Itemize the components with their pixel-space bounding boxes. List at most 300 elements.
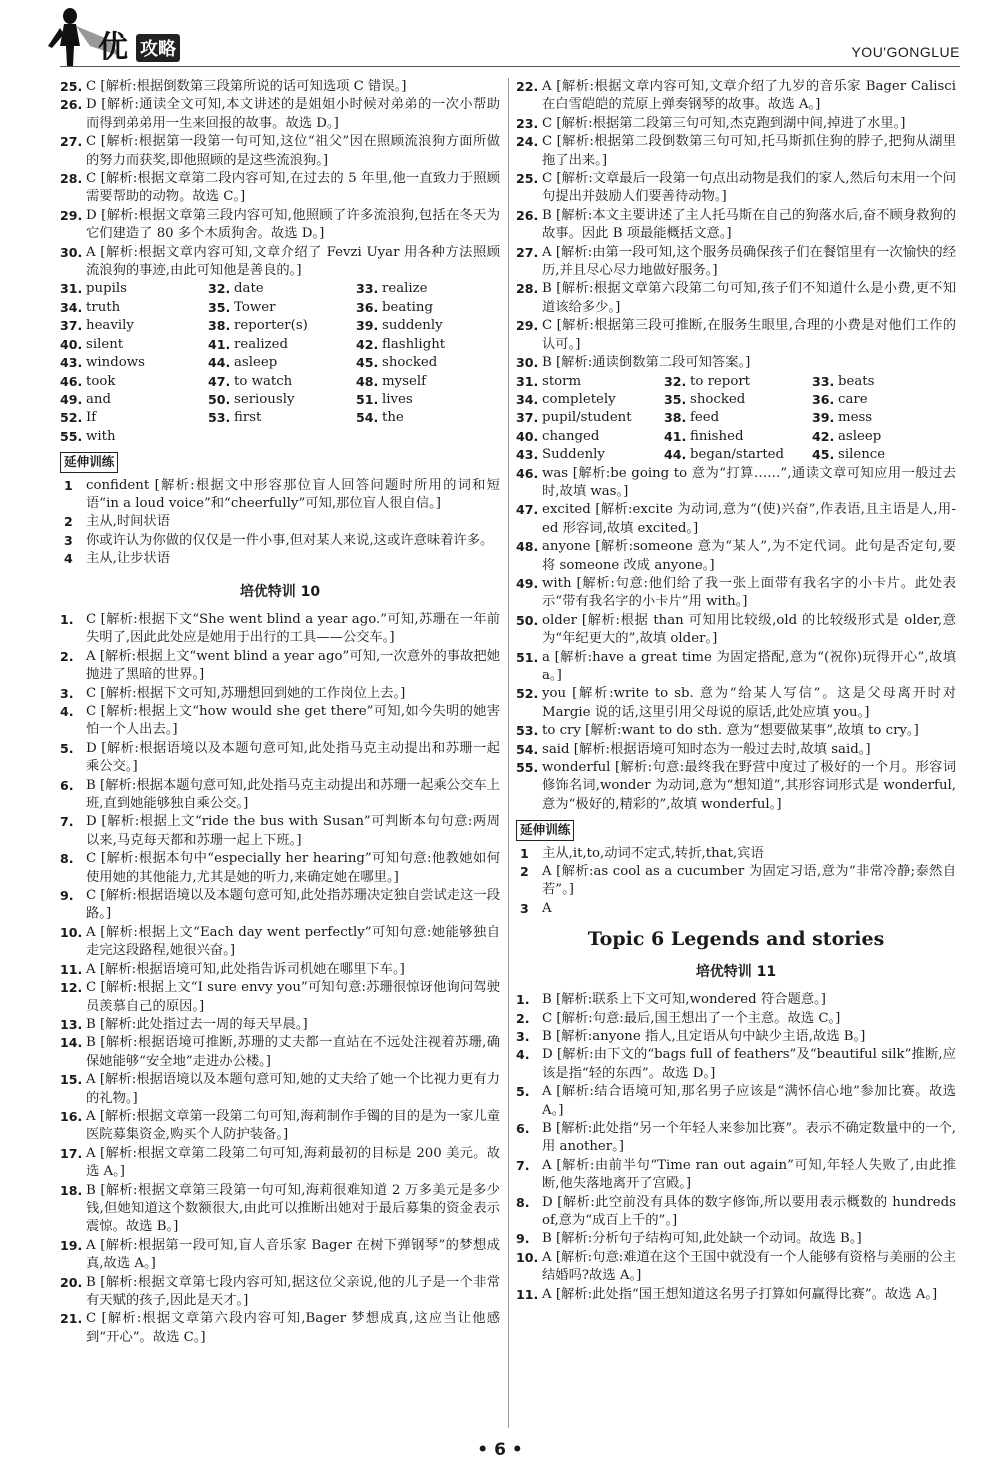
- item-number: 44.: [664, 447, 687, 463]
- item-number: 55.: [516, 760, 539, 776]
- answer-item: [60, 207, 500, 244]
- item-number: 31.: [60, 281, 83, 297]
- right-column: [516, 78, 956, 1304]
- item-text: and: [86, 391, 112, 407]
- fill-answer: [356, 336, 496, 354]
- fill-answer: [356, 354, 496, 372]
- answer-item: [60, 887, 500, 924]
- answer-item: [516, 1010, 956, 1028]
- item-text: flashlight: [382, 336, 446, 352]
- item-number: 46.: [516, 465, 539, 481]
- item-text: pupil/student: [542, 410, 632, 426]
- item-text: B [解析:根据本题句意可知,此处指马克主动提出和苏珊一起乘公交车上班,直到她能够独自乘公交。]: [86, 777, 500, 812]
- answer-item: [60, 96, 500, 133]
- item-text: realized: [234, 336, 289, 352]
- item-text: C [解析:根据本句中“especially her hearing”可知句意:他教她如何使用她的其他能力,尤其是她的听力,来确定她在哪里。]: [86, 851, 500, 885]
- left-fill-grid: [60, 280, 500, 446]
- item-text: windows: [86, 355, 145, 371]
- item-text: to report: [690, 373, 751, 389]
- item-text: C [解析:根据第二段倒数第三句可知,托马斯抓住狗的脖子,把狗从湖里拖了出来。]: [542, 134, 956, 168]
- right-fill-grid: [516, 373, 956, 465]
- item-text: A [解析:根据文章第二段第二句可知,海莉最初的目标是 200 美元。故选 A。]: [86, 1145, 500, 1180]
- fill-answer: [60, 280, 208, 298]
- item-text: D [解析:通读全文可知,本文讲述的是姐姐小时候对弟弟的一次小帮助而得到弟弟用一生来回报的故事。故选 D。]: [86, 97, 500, 131]
- item-text: anyone [解析:someone 意为“某人”,为不定代词。此句是否定句,要将 someone 改成 anyone。]: [542, 539, 956, 573]
- item-text: said [解析:根据语境可知时态为一般过去时,故填 said。]: [542, 741, 871, 757]
- item-number: 26.: [516, 207, 539, 223]
- item-text: asleep: [234, 355, 278, 371]
- item-text: took: [86, 373, 116, 389]
- item-number: 8.: [60, 851, 74, 867]
- answer-item: [60, 777, 500, 814]
- fill-answer: [208, 336, 356, 354]
- item-number: 9.: [60, 888, 74, 904]
- fill-answer: [60, 391, 208, 409]
- extension-item: [60, 477, 500, 514]
- item-text: C [解析:根据上文“I sure envy you”可知句意:苏珊很惊讶他询问驾驶员羡慕自己的原因。]: [86, 980, 500, 1014]
- item-number: 50.: [516, 612, 539, 628]
- answer-item: [516, 759, 956, 814]
- answer-item: [60, 1237, 500, 1274]
- fill-answer: [356, 299, 496, 317]
- fill-answer: [812, 428, 952, 446]
- item-text: A [解析:根据文章第一段第二句可知,海莉制作手镯的目的是为一家儿童医院募集资金,购买个人防护装备。]: [86, 1108, 500, 1143]
- item-text: first: [234, 410, 262, 426]
- answer-item: [516, 685, 956, 722]
- item-text: B [解析:联系上下文可知,wondered 符合题意。]: [542, 992, 826, 1008]
- topic-title: Topic 6 Legends and stories: [587, 928, 885, 951]
- answer-item: [516, 722, 956, 740]
- fill-answer: [664, 428, 812, 446]
- item-number: 26.: [60, 97, 83, 113]
- item-text: C [解析:文章最后一段第一句点出动物是我们的家人,然后句末用一个问句提出并鼓励人们要善待动物。]: [542, 171, 956, 205]
- answer-item: [516, 1046, 956, 1083]
- item-number: 42.: [356, 336, 379, 352]
- item-number: 39.: [356, 318, 379, 334]
- item-number: 11.: [516, 1286, 539, 1302]
- item-number: 10.: [516, 1249, 539, 1265]
- item-text: silent: [86, 336, 124, 352]
- logo-char: 优: [98, 30, 128, 65]
- fill-answer: [356, 373, 496, 391]
- page-number: • 6 •: [477, 1440, 523, 1460]
- item-text: A [解析:根据第一段可知,盲人音乐家 Bager 在树下弹钢琴”的梦想成真,故选 A。]: [86, 1237, 500, 1272]
- item-text: If: [86, 410, 97, 426]
- item-number: 2: [64, 514, 73, 530]
- item-number: 1: [64, 477, 73, 493]
- item-text: A [解析:根据文章内容可知,文章介绍了 Fevzi Uyar 用各种方法照顾流浪狗的事迹,由此可知他是善良的。]: [86, 244, 500, 279]
- item-number: 40.: [60, 336, 83, 352]
- item-text: suddenly: [382, 318, 443, 334]
- item-text: A [解析:结合语境可知,那名男子应该是“满怀信心地”参加比赛。故选 A。]: [542, 1084, 956, 1118]
- answer-item: [516, 1157, 956, 1194]
- item-text: mess: [838, 410, 873, 426]
- item-number: 18.: [60, 1182, 83, 1198]
- fill-answer: [60, 373, 208, 391]
- fill-answer: [812, 373, 952, 391]
- item-text: realize: [382, 281, 428, 297]
- item-number: 2.: [516, 1010, 530, 1026]
- item-number: 6.: [516, 1120, 530, 1136]
- item-number: 37.: [60, 318, 83, 334]
- answer-item: [60, 1071, 500, 1108]
- item-text: D [解析:根据上文“ride the bus with Susan”可判断本句句意:两周以来,马克每天都和苏珊一起上下班。]: [86, 814, 500, 848]
- answer-item: [60, 924, 500, 961]
- item-number: 43.: [516, 447, 539, 463]
- item-text: C [解析:根据第一段第一句可知,这位“祖父”因在照顾流浪狗方面所做的努力而获奖,即他照顾的是这些流浪狗。]: [86, 134, 500, 168]
- item-number: 29.: [60, 207, 83, 223]
- item-text: wonderful [解析:句意:最终我在野营中度过了极好的一个月。形容词修饰名词,wonder 为动词,意为“想知道”,其形容词形式是 wonderful,意为“极好的,精彩的”,故填 wonderful。]: [542, 760, 956, 812]
- item-number: 54.: [356, 410, 379, 426]
- item-number: 2.: [60, 648, 74, 664]
- item-text: with: [86, 428, 116, 444]
- item-number: 49.: [60, 391, 83, 407]
- item-number: 34.: [60, 299, 83, 315]
- item-text: A [解析:句意:难道在这个王国中就没有一个人能够有资格与美丽的公主结婚吗?故选 A。]: [542, 1249, 956, 1284]
- answer-item: [60, 850, 500, 887]
- item-number: 55.: [60, 428, 83, 444]
- item-number: 4.: [60, 704, 74, 719]
- item-text: B [解析:根据文章第七段内容可知,据这位父亲说,他的儿子是一个非常有天赋的孩子,因此是天才。]: [86, 1274, 500, 1308]
- item-text: with [解析:句意:他们给了我一张上面带有我名字的小卡片。此处表示“带有我名字的小卡片”用 with。]: [542, 575, 956, 610]
- item-text: seriously: [234, 391, 295, 407]
- item-number: 3: [64, 532, 73, 548]
- item-number: 27.: [60, 134, 83, 150]
- answer-item: [60, 244, 500, 281]
- item-number: 5.: [516, 1084, 530, 1100]
- item-text: A [解析:as cool as a cucumber 为固定习语,意为“非常冷静;泰然自若”。]: [542, 864, 956, 898]
- item-text: D [解析:由下文的“bags full of feathers”及“beautiful silk”推断,应该是指“轻的东西”。故选 D。]: [542, 1047, 956, 1081]
- extension-item: [516, 845, 956, 863]
- item-number: 41.: [664, 428, 687, 444]
- item-number: 44.: [208, 355, 231, 371]
- item-text: completely: [542, 391, 616, 407]
- item-number: 52.: [60, 410, 83, 426]
- item-text: Tower: [234, 299, 276, 315]
- item-number: 35.: [208, 299, 231, 315]
- item-number: 38.: [208, 318, 231, 334]
- item-text: B [解析:根据文章第六段第二句可知,孩子们不知道什么是小费,更不知道该给多少。]: [542, 281, 956, 315]
- answer-item: [60, 170, 500, 207]
- item-text: A [解析:根据语境可知,此处指告诉司机她在哪里下车。]: [86, 961, 405, 977]
- fill-answer: [516, 373, 664, 391]
- item-number: 50.: [208, 391, 231, 407]
- item-text: storm: [542, 373, 582, 389]
- item-number: 25.: [60, 79, 83, 94]
- fill-answer: [208, 317, 356, 335]
- answer-item: [60, 685, 500, 703]
- item-text: shocked: [382, 355, 438, 371]
- item-text: lives: [382, 391, 413, 407]
- item-number: 1.: [60, 611, 74, 627]
- item-number: 36.: [812, 391, 835, 407]
- section-title-11: 培优特训 11: [695, 963, 777, 980]
- answer-item: [516, 538, 956, 575]
- extension-heading: 延伸训练: [60, 452, 118, 472]
- item-text: asleep: [838, 428, 882, 444]
- answer-item: [60, 703, 500, 740]
- answer-item: [516, 115, 956, 133]
- fill-answer: [208, 280, 356, 298]
- item-text: feed: [690, 410, 720, 426]
- item-number: 3.: [60, 685, 74, 701]
- answer-item: [60, 1145, 500, 1182]
- item-number: 48.: [516, 539, 539, 555]
- item-text: older [解析:根据 than 可知用比较级,old 的比较级形式是 older,意为“年纪更大的”,故填 older。]: [542, 612, 956, 647]
- item-number: 42.: [812, 428, 835, 444]
- extension-heading: 延伸训练: [516, 820, 574, 840]
- item-text: C [解析:句意:最后,国王想出了一个主意。故选 C。]: [542, 1010, 841, 1026]
- item-number: 23.: [516, 115, 539, 131]
- item-text: A [解析:根据语境以及本题句意可知,她的丈夫给了她一个比视力更有力的礼物。]: [86, 1072, 500, 1106]
- item-text: A [解析:根据上文“went blind a year ago”可知,一次意外的事故把她抛进了黑暗的世界。]: [86, 648, 500, 683]
- item-number: 39.: [812, 410, 835, 426]
- item-number: 8.: [516, 1194, 530, 1210]
- fill-answer: [516, 409, 664, 427]
- item-text: changed: [542, 428, 600, 444]
- item-text: care: [838, 391, 868, 407]
- item-number: 40.: [516, 428, 539, 444]
- item-number: 4: [64, 551, 73, 567]
- item-number: 47.: [516, 502, 539, 518]
- item-text: C [解析:根据语境以及本题句意可知,此处指苏珊决定独自尝试走这一段路。]: [86, 888, 500, 922]
- fill-answer: [664, 409, 812, 427]
- item-number: 52.: [516, 686, 539, 702]
- answer-item: [60, 133, 500, 170]
- item-text: C [解析:根据第二段第三句可知,杰克跑到湖中间,掉进了水里。]: [542, 115, 906, 131]
- item-text: B [解析:此处指过去一周的每天早晨。]: [86, 1016, 308, 1032]
- item-text: truth: [86, 299, 121, 315]
- item-number: 45.: [356, 355, 379, 371]
- item-number: 17.: [60, 1145, 83, 1161]
- answer-item: [516, 501, 956, 538]
- fill-answer: [516, 428, 664, 446]
- item-text: pupils: [86, 281, 127, 297]
- item-text: B [解析:通读倒数第二段可知答案。]: [542, 355, 751, 371]
- answer-item: [60, 1034, 500, 1071]
- item-number: 3.: [516, 1028, 530, 1044]
- answer-item: [60, 78, 500, 96]
- item-text: beating: [382, 299, 433, 315]
- item-number: 4.: [516, 1047, 530, 1063]
- item-number: 12.: [60, 980, 83, 996]
- extension-item: [516, 863, 956, 900]
- item-number: 7.: [60, 814, 74, 830]
- item-text: 主从,时间状语: [86, 514, 171, 530]
- item-number: 30.: [516, 355, 539, 371]
- answer-item: [60, 1274, 500, 1311]
- fill-answer: [812, 409, 952, 427]
- item-text: confident [解析:根据文中形容那位盲人回答问题时所用的词和短语“in a loud voice”和“cheerfully”可知,那位盲人很自信。]: [86, 477, 500, 511]
- answer-item: [60, 740, 500, 777]
- item-text: B [解析:根据语境可推断,苏珊的丈夫都一直站在不远处注视着苏珊,确保她能够“安全地”走进办公楼。]: [86, 1035, 500, 1069]
- item-number: 24.: [516, 134, 539, 150]
- item-number: 1: [520, 845, 529, 861]
- left-answers-a: [60, 78, 500, 280]
- item-text: C [解析:根据第三段可推断,在服务生眼里,合理的小费是对他们工作的认可。]: [542, 318, 956, 352]
- item-text: C [解析:根据上文“how would she get there”可知,如今失明的她害怕一个人出去。]: [86, 704, 500, 738]
- item-number: 28.: [516, 281, 539, 297]
- answer-item: [516, 1120, 956, 1157]
- item-text: was [解析:be going to 意为“打算……”,通读文章可知应用一般过去时,故填 was。]: [542, 465, 956, 499]
- right-answers-c: [516, 991, 956, 1304]
- item-number: 16.: [60, 1108, 83, 1124]
- answer-item: [516, 991, 956, 1009]
- right-answers-b: [516, 465, 956, 815]
- item-number: 3: [520, 900, 529, 916]
- item-number: 41.: [208, 336, 231, 352]
- answer-item: [516, 170, 956, 207]
- item-number: 28.: [60, 171, 83, 187]
- item-text: C [解析:根据文章第二段内容可知,在过去的 5 年里,他一直致力于照顾需要帮助的动物。故选 C。]: [86, 171, 500, 205]
- item-number: 21.: [60, 1311, 83, 1327]
- item-text: B [解析:此处指“另一个年轻人来参加比赛”。表示不确定数量中的一个,用 another。]: [542, 1120, 956, 1155]
- item-number: 31.: [516, 373, 539, 389]
- item-number: 37.: [516, 410, 539, 426]
- left-column: [60, 78, 500, 1347]
- answer-item: [516, 612, 956, 649]
- item-number: 25.: [516, 171, 539, 187]
- item-number: 19.: [60, 1237, 83, 1253]
- item-number: 7.: [516, 1157, 530, 1173]
- answer-item: [516, 244, 956, 281]
- fill-answer: [356, 391, 496, 409]
- fill-answer: [812, 446, 952, 464]
- fill-answer: [208, 373, 356, 391]
- fill-answer: [516, 391, 664, 409]
- item-number: 54.: [516, 741, 539, 757]
- item-text: C [解析:根据倒数第三段第所说的话可知选项 C 错误。]: [86, 79, 407, 94]
- item-number: 32.: [664, 373, 687, 389]
- item-text: D [解析:根据文章第三段内容可知,他照顾了许多流浪狗,包括在冬天为它们建造了 80 多个木质狗舍。故选 D。]: [86, 207, 500, 242]
- answer-item: [516, 133, 956, 170]
- answer-item: [516, 354, 956, 372]
- item-text: D [解析:此空前没有具体的数字修饰,所以要用表示概数的 hundreds of,意为“成百上千的”。]: [542, 1194, 956, 1228]
- item-text: finished: [690, 428, 744, 444]
- fill-answer: [208, 354, 356, 372]
- answer-item: [516, 1230, 956, 1248]
- fill-answer: [356, 280, 496, 298]
- item-number: 34.: [516, 391, 539, 407]
- fill-answer: [60, 336, 208, 354]
- item-text: A [解析:由第一段可知,这个服务员确保孩子们在餐馆里有一次愉快的经历,并且尽心尽力地做好服务。]: [542, 244, 956, 279]
- answer-item: [516, 207, 956, 244]
- item-number: 9.: [516, 1231, 530, 1247]
- item-text: date: [234, 281, 264, 297]
- answer-item: [60, 611, 500, 648]
- answer-item: [516, 317, 956, 354]
- fill-answer: [60, 409, 208, 427]
- brand-name: YOU'GONGLUE: [851, 44, 960, 60]
- left-extension: [60, 477, 500, 569]
- fill-answer: [208, 409, 356, 427]
- answer-item: [516, 741, 956, 759]
- item-text: B [解析:本文主要讲述了主人托马斯在自己的狗落水后,奋不顾身救狗的故事。因此 B 项最能概括文意。]: [542, 207, 956, 242]
- item-number: 15.: [60, 1072, 83, 1088]
- item-number: 33.: [812, 373, 835, 389]
- item-text: C [解析:根据文章第六段内容可知,Bager 梦想成真,这应当让他感到“开心”。故选 C。]: [86, 1311, 500, 1345]
- answer-item: [516, 280, 956, 317]
- item-number: 2: [520, 864, 529, 880]
- answer-item: [516, 1083, 956, 1120]
- page-header: [0, 0, 1000, 74]
- item-number: 10.: [60, 924, 83, 940]
- item-number: 27.: [516, 244, 539, 260]
- item-text: excited [解析:excite 为动词,意为“(使)兴奋”,作表语,且主语是人,用-ed 形容词,故填 excited。]: [542, 502, 956, 536]
- item-number: 36.: [356, 299, 379, 315]
- answer-item: [516, 1028, 956, 1046]
- item-text: the: [382, 410, 404, 426]
- item-number: 53.: [208, 410, 231, 426]
- item-number: 11.: [60, 961, 83, 977]
- answer-item: [60, 961, 500, 979]
- fill-answer: [664, 391, 812, 409]
- fill-answer: [208, 299, 356, 317]
- item-number: 45.: [812, 447, 835, 463]
- item-number: 51.: [516, 649, 539, 665]
- item-text: silence: [838, 447, 886, 463]
- fill-answer: [356, 317, 496, 335]
- item-number: 1.: [516, 992, 530, 1008]
- item-number: 35.: [664, 391, 687, 407]
- item-number: 29.: [516, 318, 539, 334]
- item-text: A [解析:由前半句“Time ran out again”可知,年轻人失败了,由此推断,他失落地离开了宫殿。]: [542, 1157, 956, 1192]
- item-text: A [解析:根据上文“Each day went perfectly”可知句意:她能够独自走完这段路程,她很兴奋。]: [86, 924, 500, 959]
- item-text: C [解析:根据下文“She went blind a year ago.”可知,苏珊在一年前失明了,因此此处应是她用于出行的工具——公交车。]: [86, 611, 500, 646]
- item-text: to watch: [234, 373, 293, 389]
- item-number: 5.: [60, 740, 74, 756]
- answer-item: [60, 813, 500, 850]
- item-text: B [解析:分析句子结构可知,此处缺一个动词。故选 B。]: [542, 1231, 862, 1247]
- item-text: began/started: [690, 447, 785, 463]
- item-text: B [解析:根据文章第三段第一句可知,海莉很难知道 2 万多美元是多少钱,但她知道这个数额很大,由此可以推断出她对于最后募集的资金表示震惊。故选 B。]: [86, 1182, 500, 1235]
- item-number: 49.: [516, 575, 539, 591]
- item-text: reporter(s): [234, 318, 308, 334]
- item-number: 22.: [516, 79, 539, 94]
- fill-answer: [60, 317, 208, 335]
- item-text: you [解析:write to sb. 意为“给某人写信”。这是父母离开时对 Margie 说的话,这里引用父母说的原话,此处应填 you。]: [542, 686, 956, 720]
- item-number: 43.: [60, 355, 83, 371]
- answer-item: [516, 575, 956, 612]
- item-text: shocked: [690, 391, 746, 407]
- answer-item: [60, 1016, 500, 1034]
- item-number: 46.: [60, 373, 83, 389]
- item-text: D [解析:根据语境以及本题句意可知,此处指马克主动提出和苏珊一起乘公交。]: [86, 740, 500, 775]
- fill-answer: [60, 354, 208, 372]
- item-text: A [解析:根据文章内容可知,文章介绍了九岁的音乐家 Bager Calisci 在白雪皑皑的荒原上弹奏钢琴的故事。故选 A。]: [542, 79, 956, 113]
- fill-answer: [356, 409, 496, 427]
- item-text: A [解析:此处指“国王想知道这名男子打算如何赢得比赛”。故选 A。]: [542, 1286, 938, 1302]
- extension-item: [60, 550, 500, 568]
- answer-item: [516, 1286, 956, 1304]
- item-number: 6.: [60, 777, 74, 793]
- item-number: 20.: [60, 1274, 83, 1290]
- item-number: 48.: [356, 373, 379, 389]
- item-text: to cry [解析:want to do sth. 意为“想要做某事”,故填 to cry。]: [542, 723, 919, 739]
- answer-item: [60, 648, 500, 685]
- item-text: Suddenly: [542, 447, 605, 463]
- header-rule: [60, 66, 960, 67]
- item-number: 30.: [60, 244, 83, 260]
- fill-answer: [516, 446, 664, 464]
- extension-item: [516, 900, 956, 918]
- answer-item: [60, 1108, 500, 1145]
- fill-answer: [208, 391, 356, 409]
- right-answers-a: [516, 78, 956, 373]
- item-number: 38.: [664, 410, 687, 426]
- fill-answer: [664, 373, 812, 391]
- extension-item: [60, 513, 500, 531]
